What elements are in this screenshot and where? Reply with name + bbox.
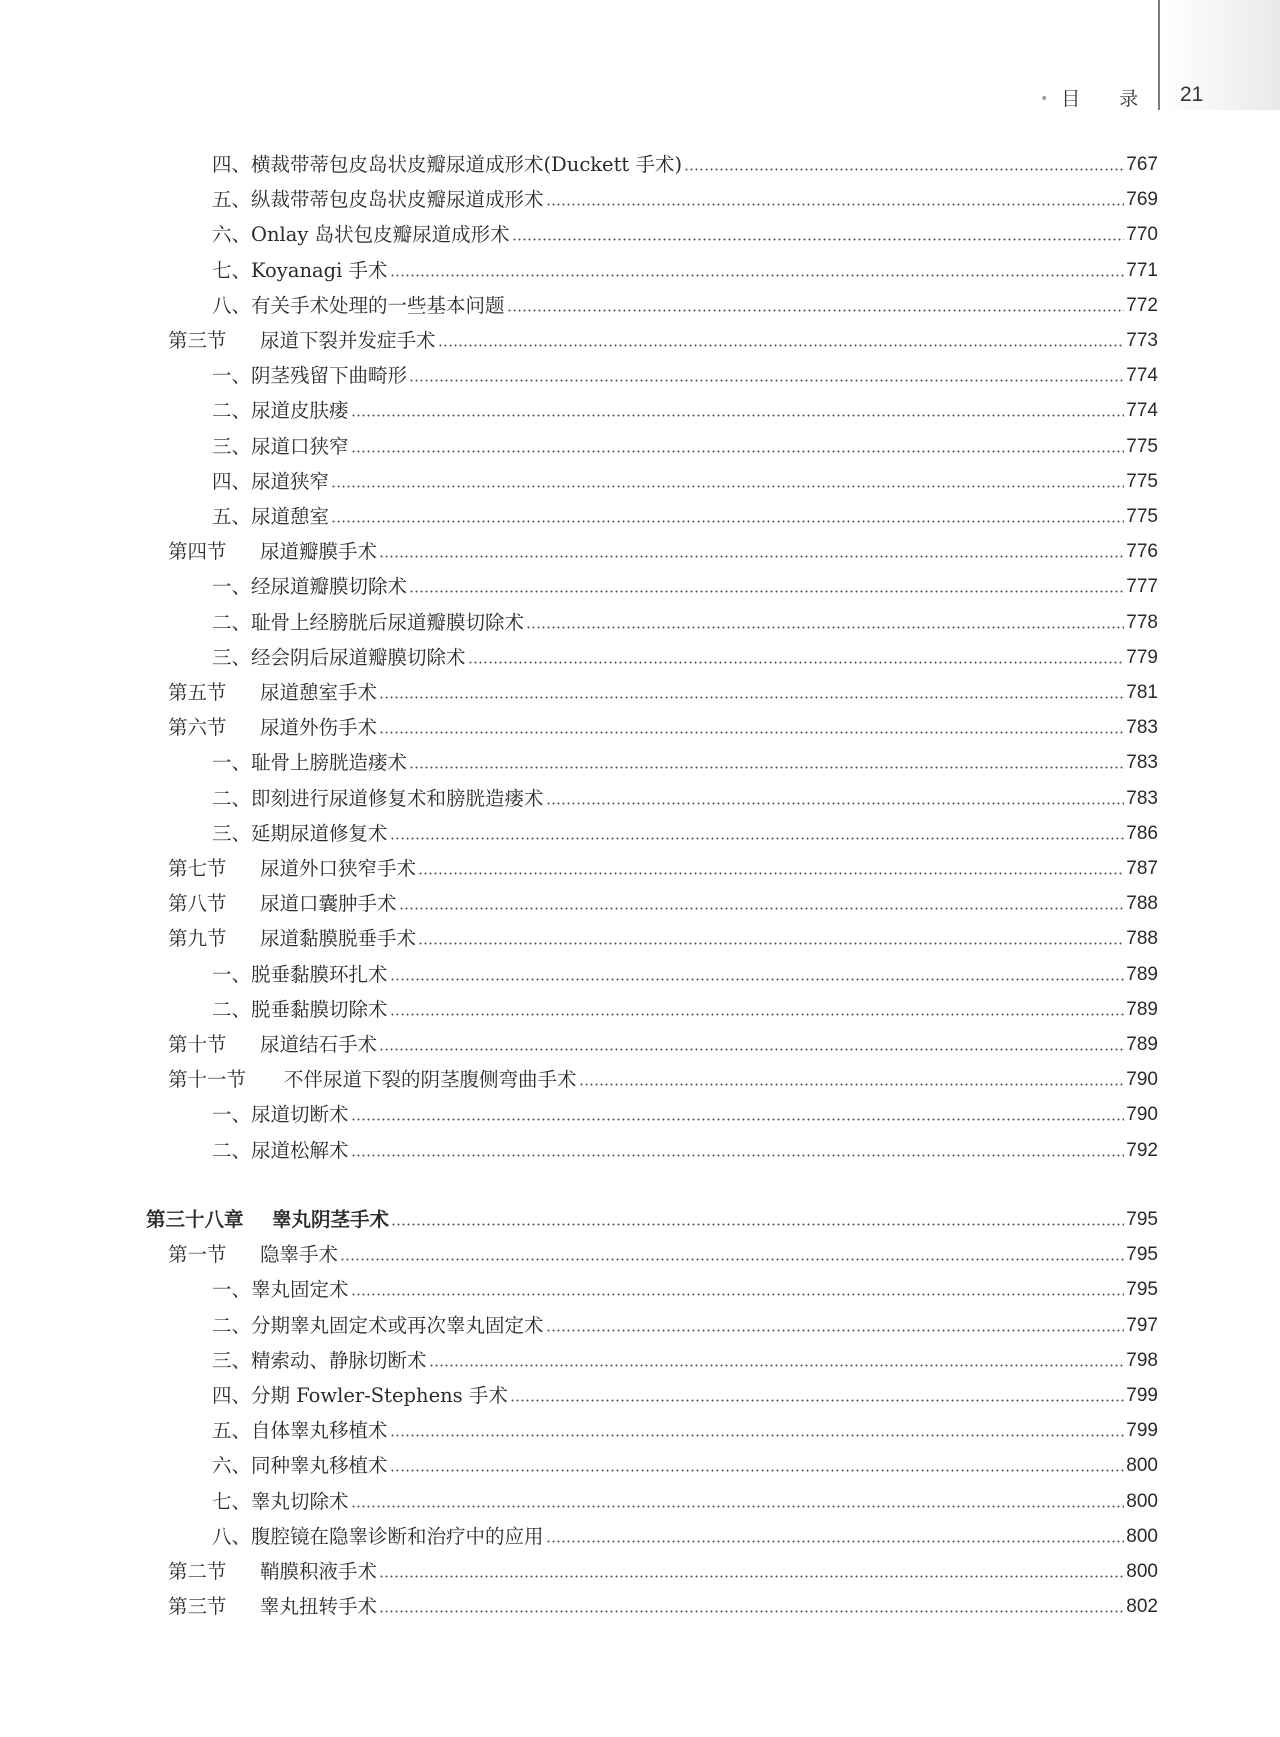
- dot-leader: [409, 379, 1124, 382]
- toc-entry-title: 鞘膜积液手术: [260, 1560, 378, 1583]
- dot-leader: [546, 1329, 1125, 1332]
- dot-leader: [512, 238, 1125, 241]
- toc-entry-title: Onlay 岛状包皮瓣尿道成形术: [251, 223, 510, 247]
- dot-leader: [579, 1083, 1125, 1086]
- dot-leader: [409, 766, 1124, 769]
- toc-entry-title: 尿道结石手术: [260, 1033, 378, 1056]
- toc-entry-page: 789: [1126, 998, 1158, 1020]
- toc-entry-page: 790: [1126, 1069, 1158, 1091]
- toc-entry-page: 783: [1126, 717, 1158, 739]
- dot-leader: [526, 626, 1124, 629]
- toc-entry-prefix: 二、: [212, 399, 252, 423]
- toc-entry[interactable]: [168, 322, 1158, 354]
- toc-entry[interactable]: [168, 885, 1158, 917]
- toc-entry[interactable]: [212, 1412, 1158, 1444]
- toc-entry[interactable]: [212, 216, 1158, 248]
- toc-entry-title: 尿道切断术: [251, 1103, 349, 1127]
- toc-entry-title: 睾丸扭转手术: [260, 1595, 378, 1619]
- toc-entry-title: 分期睾丸固定术或再次睾丸固定术: [251, 1313, 544, 1337]
- toc-entry[interactable]: [212, 1447, 1158, 1479]
- toc-entry[interactable]: [212, 146, 1158, 178]
- toc-entry-page: 783: [1126, 752, 1158, 774]
- toc-entry[interactable]: [212, 1271, 1158, 1303]
- toc-entry-prefix: 一、: [212, 364, 252, 388]
- toc-entry-page: 773: [1126, 330, 1158, 351]
- dot-leader: [351, 1118, 1125, 1121]
- toc-entry-prefix: 二、: [212, 997, 252, 1021]
- toc-entry-page: 790: [1126, 1104, 1158, 1126]
- toc-entry-title: 耻骨上膀胱造瘘术: [251, 751, 408, 775]
- toc-entry-prefix: 二、: [212, 1138, 252, 1162]
- toc-entry-prefix: 一、: [212, 1103, 252, 1127]
- toc-entry[interactable]: [168, 1061, 1158, 1093]
- dot-leader: [546, 802, 1125, 805]
- toc-entry-title: 尿道瓣膜手术: [260, 540, 378, 564]
- toc-entry-prefix: 六、: [212, 1454, 252, 1478]
- toc-entry[interactable]: [212, 1518, 1158, 1550]
- toc-entry-title: Koyanagi 手术: [251, 258, 388, 282]
- toc-entry-title: 尿道憩室手术: [260, 681, 378, 704]
- dot-leader: [351, 1293, 1125, 1296]
- dot-leader: [331, 485, 1124, 488]
- dot-leader: [379, 731, 1124, 734]
- toc-entry-title: 睾丸切除术: [251, 1489, 349, 1513]
- dot-leader: [684, 168, 1124, 171]
- toc-entry[interactable]: [212, 1483, 1158, 1515]
- toc-entry-title: 有关手术处理的一些基本问题: [251, 293, 505, 317]
- toc-entry[interactable]: [212, 1096, 1158, 1128]
- dot-leader: [546, 1540, 1125, 1543]
- toc-entry-title: 分期 Fowler-Stephens 手术: [251, 1384, 508, 1407]
- dot-leader: [391, 1223, 1124, 1226]
- toc-entry-page: 787: [1126, 858, 1158, 879]
- toc-entry-page: 783: [1126, 787, 1158, 809]
- toc-entry-page: 799: [1126, 1420, 1158, 1442]
- toc-chapter-entry[interactable]: [146, 1201, 1158, 1233]
- toc-entry-prefix: 一、: [212, 962, 252, 986]
- toc-entry-title: 睾丸阴茎手术: [272, 1208, 390, 1231]
- toc-entry-title: 尿道口狭窄: [251, 434, 349, 458]
- toc-entry-page: 777: [1126, 576, 1158, 598]
- toc-entry-title: 自体睾丸移植术: [251, 1419, 388, 1443]
- toc-entry[interactable]: [168, 850, 1158, 882]
- toc-entry-prefix: 第十一节: [168, 1068, 247, 1092]
- toc-entry-title: 不伴尿道下裂的阴茎腹侧弯曲手术: [284, 1068, 577, 1092]
- toc-entry-prefix: 第五节: [168, 681, 227, 704]
- toc-entry[interactable]: [212, 392, 1158, 424]
- toc-entry-title: 脱垂黏膜环扎术: [251, 962, 388, 986]
- toc-entry-prefix: 四、: [212, 153, 252, 176]
- dot-leader: [438, 344, 1125, 347]
- toc-entry-page: 795: [1126, 1279, 1158, 1301]
- toc-entry-title: 延期尿道修复术: [251, 821, 388, 845]
- toc-entry[interactable]: [168, 920, 1158, 952]
- toc-entry[interactable]: [168, 1588, 1158, 1620]
- toc-entry[interactable]: [212, 991, 1158, 1023]
- toc-entry-prefix: 一、: [212, 751, 252, 775]
- toc-entry-prefix: 第三节: [168, 329, 227, 352]
- toc-entry[interactable]: [212, 1377, 1158, 1409]
- toc-entry[interactable]: [212, 1132, 1158, 1164]
- toc-entry-page: 781: [1126, 682, 1158, 703]
- toc-entry-title: 耻骨上经膀胱后尿道瓣膜切除术: [251, 610, 525, 634]
- toc-entry-title: 尿道憩室: [251, 505, 330, 528]
- toc-entry-title: 纵裁带蒂包皮岛状皮瓣尿道成形术: [251, 188, 544, 212]
- toc-entry[interactable]: [212, 815, 1158, 847]
- toc-entry-prefix: 第六节: [168, 716, 227, 740]
- toc-entry[interactable]: [168, 709, 1158, 741]
- toc-entry[interactable]: [212, 956, 1158, 988]
- toc-entry-title: 同种睾丸移植术: [251, 1454, 388, 1478]
- toc-entry-title: 尿道皮肤瘘: [251, 399, 349, 423]
- dot-leader: [510, 1399, 1124, 1402]
- toc-entry-title: 尿道黏膜脱垂手术: [260, 927, 417, 951]
- dot-leader: [399, 907, 1125, 910]
- dot-leader: [468, 661, 1125, 664]
- toc-entry-page: 767: [1126, 154, 1158, 175]
- dot-leader: [351, 414, 1125, 417]
- toc-entry-title: 脱垂黏膜切除术: [251, 997, 388, 1021]
- toc-entry-page: 779: [1126, 646, 1158, 668]
- toc-entry-prefix: 第三节: [168, 1595, 227, 1619]
- toc-entry[interactable]: [212, 1307, 1158, 1339]
- toc-entry-prefix: 五、: [212, 505, 252, 528]
- dot-leader: [546, 203, 1125, 206]
- toc-entry-prefix: 第七节: [168, 857, 227, 880]
- toc-entry-page: 788: [1126, 928, 1158, 950]
- dot-leader: [390, 1469, 1125, 1472]
- toc-entry-prefix: 第三十八章: [146, 1208, 244, 1231]
- toc-entry[interactable]: [212, 1342, 1158, 1374]
- running-header: [1040, 84, 1139, 111]
- toc-entry-page: 786: [1126, 822, 1158, 844]
- toc-entry-page: 775: [1126, 435, 1158, 457]
- toc-entry[interactable]: [212, 744, 1158, 776]
- toc-entry-prefix: 三、: [212, 1348, 252, 1372]
- toc-entry-prefix: 三、: [212, 821, 252, 845]
- toc-entry-prefix: 七、: [212, 258, 252, 282]
- toc-entry-title: 经尿道瓣膜切除术: [251, 575, 408, 599]
- toc-entry-prefix: 二、: [212, 1313, 252, 1337]
- toc-entry[interactable]: [212, 287, 1158, 319]
- toc-entry-page: 769: [1126, 189, 1158, 211]
- toc-entry[interactable]: [212, 568, 1158, 600]
- dot-leader: [429, 1364, 1125, 1367]
- toc-entry-prefix: 三、: [212, 645, 252, 669]
- dot-leader: [390, 1013, 1125, 1016]
- dot-leader: [379, 555, 1124, 558]
- toc-entry-page: 788: [1126, 893, 1158, 915]
- toc-entry-prefix: 第九节: [168, 927, 227, 951]
- toc-entry-page: 792: [1126, 1139, 1158, 1161]
- toc-entry[interactable]: [212, 181, 1158, 213]
- toc-entry-title: 尿道外口狭窄手术: [260, 857, 417, 880]
- toc-entry[interactable]: [212, 604, 1158, 636]
- toc-entry[interactable]: [212, 252, 1158, 284]
- toc-entry-prefix: 一、: [212, 575, 252, 599]
- dot-leader: [390, 1434, 1125, 1437]
- toc-entry-page: 774: [1126, 365, 1158, 387]
- toc-entry-page: 775: [1126, 470, 1158, 492]
- toc-entry-page: 789: [1126, 1034, 1158, 1055]
- toc-entry[interactable]: [212, 498, 1158, 530]
- toc-entry-prefix: 四、: [212, 469, 252, 493]
- toc-entry[interactable]: [212, 780, 1158, 812]
- page-number: 21: [1180, 83, 1204, 106]
- toc-entry[interactable]: [168, 674, 1158, 706]
- toc-entry-page: 789: [1126, 963, 1158, 985]
- toc-entry-page: 776: [1126, 541, 1158, 563]
- toc-entry-prefix: 四、: [212, 1384, 252, 1407]
- dot-leader: [340, 1258, 1124, 1261]
- toc-entry-page: 799: [1126, 1385, 1158, 1406]
- toc-entry-prefix: 五、: [212, 188, 252, 212]
- toc-entry-page: 800: [1126, 1525, 1158, 1547]
- toc-entry-prefix: 第一节: [168, 1243, 227, 1267]
- toc-entry-prefix: 六、: [212, 223, 252, 247]
- dot-leader: [418, 942, 1124, 945]
- toc-entry-prefix: 第十节: [168, 1033, 227, 1056]
- toc-entry-prefix: 三、: [212, 434, 252, 458]
- toc-entry-title: 腹腔镜在隐睾诊断和治疗中的应用: [251, 1524, 544, 1548]
- toc-entry-page: 795: [1126, 1209, 1158, 1230]
- toc-entry[interactable]: [212, 428, 1158, 460]
- dot-leader: [379, 696, 1124, 699]
- toc-entry-title: 尿道松解术: [251, 1138, 349, 1162]
- toc-entry-page: 800: [1126, 1490, 1158, 1512]
- toc-entry-title: 阴茎残留下曲畸形: [251, 364, 408, 388]
- toc-entry[interactable]: [212, 463, 1158, 495]
- toc-entry-page: 770: [1126, 224, 1158, 246]
- toc-entry-page: 795: [1126, 1244, 1158, 1266]
- dot-leader: [507, 309, 1125, 312]
- toc-entry-prefix: 第四节: [168, 540, 227, 564]
- toc-entry-prefix: 七、: [212, 1489, 252, 1513]
- header-divider: [1158, 0, 1160, 110]
- dot-leader: [351, 1505, 1125, 1508]
- dot-leader: [409, 590, 1124, 593]
- dot-leader: [331, 520, 1124, 523]
- dot-leader: [390, 978, 1125, 981]
- toc-entry-page: 802: [1126, 1596, 1158, 1618]
- dot-leader: [390, 274, 1125, 277]
- toc-entry[interactable]: [168, 1026, 1158, 1058]
- toc-entry-prefix: 二、: [212, 786, 252, 810]
- dot-leader: [379, 1575, 1124, 1578]
- toc-entry-title: 精索动、静脉切断术: [251, 1348, 427, 1372]
- dot-leader: [351, 1154, 1125, 1157]
- toc-entry-prefix: 五、: [212, 1419, 252, 1443]
- toc-entry[interactable]: [212, 639, 1158, 671]
- dot-leader: [351, 450, 1125, 453]
- toc-entry-page: 772: [1126, 294, 1158, 316]
- toc-entry-page: 798: [1126, 1349, 1158, 1371]
- toc-entry-page: 774: [1126, 400, 1158, 422]
- toc-entry-prefix: 第八节: [168, 892, 227, 916]
- toc-entry-title: 尿道下裂并发症手术: [260, 329, 436, 352]
- toc-entry-title: 睾丸固定术: [251, 1278, 349, 1302]
- toc-entry-page: 775: [1126, 506, 1158, 527]
- dot-leader: [379, 1048, 1124, 1051]
- toc-entry-title: 尿道口囊肿手术: [260, 892, 397, 916]
- toc-entry-prefix: 一、: [212, 1278, 252, 1302]
- toc-entry-page: 800: [1126, 1561, 1158, 1582]
- toc-entry-prefix: 八、: [212, 1524, 252, 1548]
- bullet-icon: •: [1040, 91, 1050, 107]
- toc-entry-prefix: 八、: [212, 293, 252, 317]
- toc-entry-prefix: 二、: [212, 610, 252, 634]
- toc-entry-title: 横裁带蒂包皮岛状皮瓣尿道成形术(Duckett 手术): [251, 153, 683, 176]
- toc-entry-title: 即刻进行尿道修复术和膀胱造瘘术: [251, 786, 544, 810]
- toc-entry-page: 778: [1126, 611, 1158, 633]
- toc-entry[interactable]: [212, 357, 1158, 389]
- toc-entry-title: 经会阴后尿道瓣膜切除术: [251, 645, 466, 669]
- toc-entry-title: 尿道外伤手术: [260, 716, 378, 740]
- dot-leader: [390, 837, 1125, 840]
- header-title-part2: 录: [1119, 88, 1140, 110]
- toc-entry[interactable]: [168, 1553, 1158, 1585]
- toc-entry[interactable]: [168, 533, 1158, 565]
- dot-leader: [418, 872, 1124, 875]
- toc-entry[interactable]: [168, 1236, 1158, 1268]
- toc-entry-page: 800: [1126, 1455, 1158, 1477]
- toc-entry-page: 771: [1126, 259, 1158, 281]
- toc-entry-prefix: 第二节: [168, 1560, 227, 1583]
- toc-entry-title: 隐睾手术: [260, 1243, 339, 1267]
- header-title-part1: 目: [1061, 88, 1082, 110]
- dot-leader: [379, 1610, 1124, 1613]
- toc-entry-page: 797: [1126, 1314, 1158, 1336]
- toc-entry-title: 尿道狭窄: [251, 469, 330, 493]
